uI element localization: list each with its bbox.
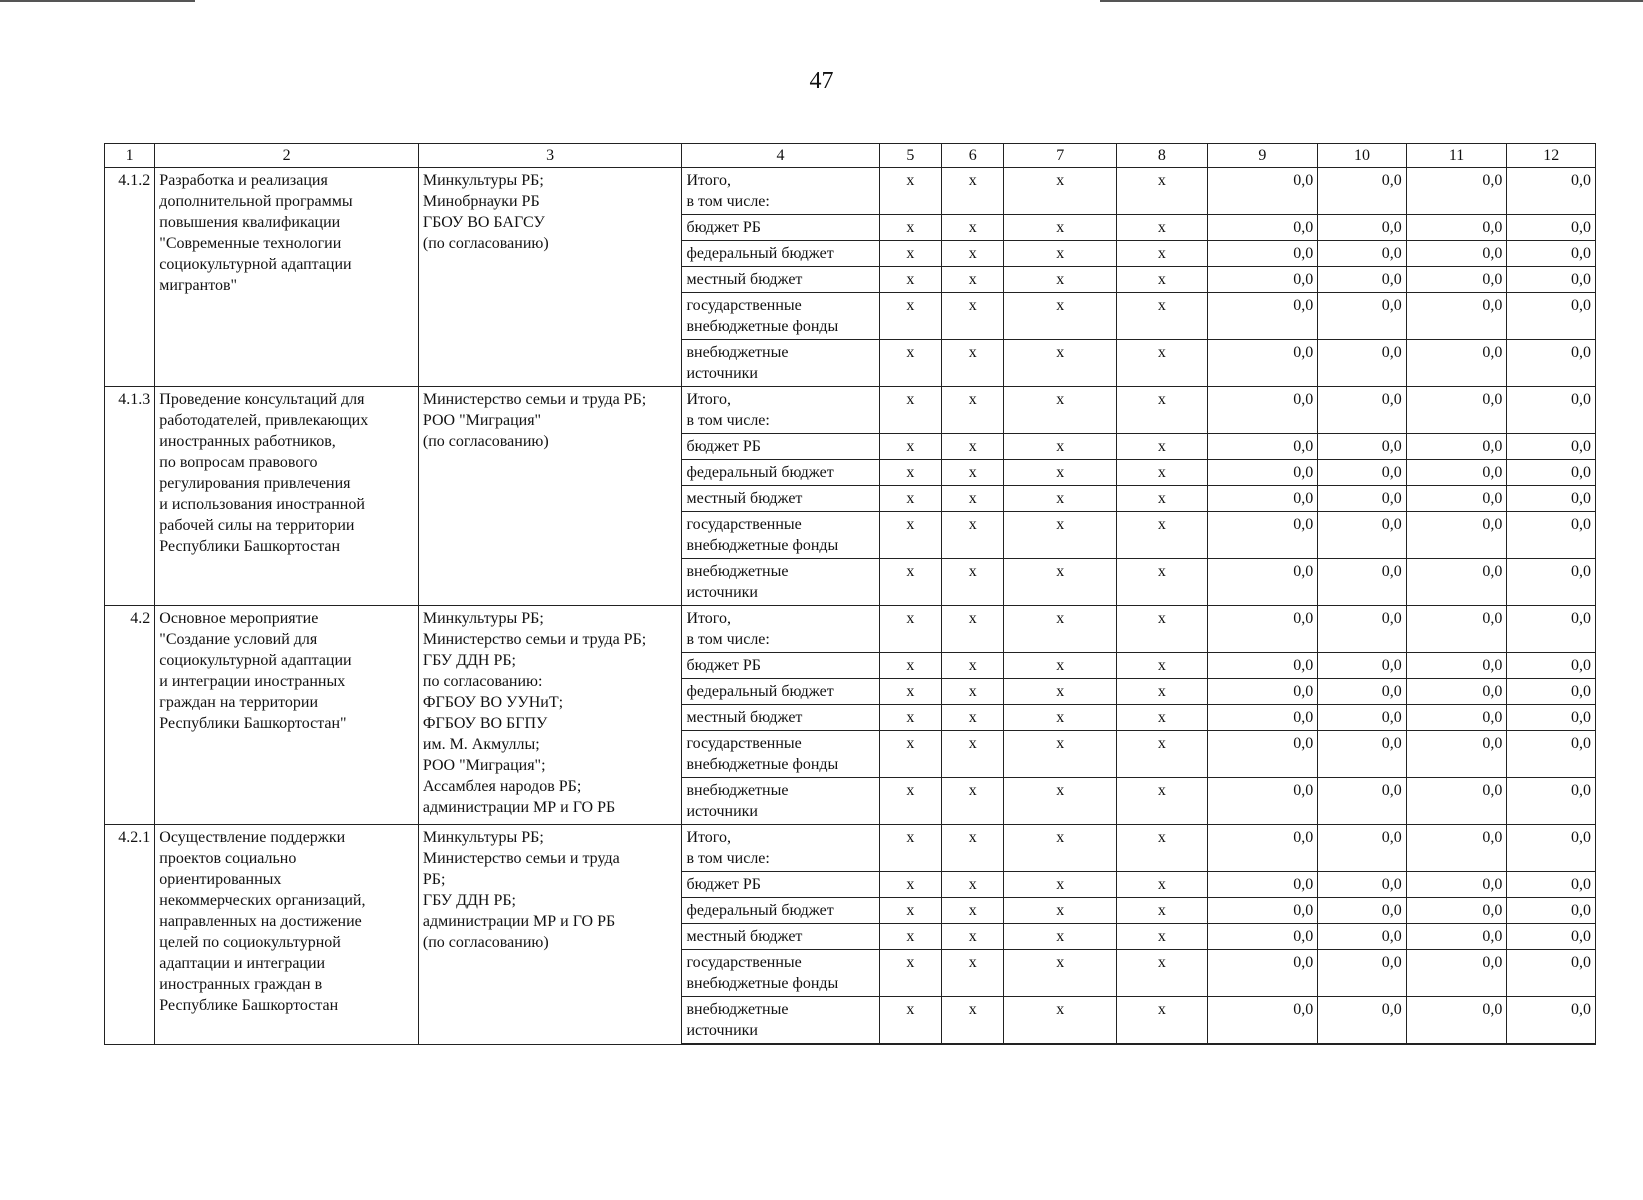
cell-amount: 0,0	[1406, 825, 1507, 872]
cell-marker: x	[1117, 293, 1208, 340]
cell-marker: x	[879, 559, 941, 606]
table-row	[105, 825, 1596, 872]
cell-marker: x	[1117, 215, 1208, 241]
cell-marker: x	[942, 950, 1004, 997]
cell-amount: 0,0	[1507, 559, 1596, 606]
cell-marker: x	[879, 653, 941, 679]
funding-source: бюджет РБ	[682, 215, 879, 241]
cell-marker: x	[942, 460, 1004, 486]
cell-marker: x	[1117, 168, 1208, 215]
cell-marker: x	[942, 653, 1004, 679]
cell-amount: 0,0	[1207, 559, 1318, 606]
cell-amount: 0,0	[1207, 950, 1318, 997]
cell-marker: x	[942, 267, 1004, 293]
cell-marker: x	[942, 168, 1004, 215]
cell-amount: 0,0	[1318, 293, 1407, 340]
cell-amount: 0,0	[1207, 997, 1318, 1045]
cell-marker: x	[1117, 559, 1208, 606]
cell-marker: x	[942, 705, 1004, 731]
cell-marker: x	[942, 825, 1004, 872]
column-number: 3	[418, 144, 682, 168]
cell-marker: x	[1117, 340, 1208, 387]
cell-amount: 0,0	[1406, 434, 1507, 460]
cell-marker: x	[879, 267, 941, 293]
funding-source: бюджет РБ	[682, 872, 879, 898]
column-number-header-row	[105, 144, 1596, 168]
cell-marker: x	[1004, 241, 1117, 267]
column-number: 2	[155, 144, 419, 168]
cell-marker: x	[1117, 997, 1208, 1045]
cell-amount: 0,0	[1507, 241, 1596, 267]
funding-source: Итого, в том числе:	[682, 168, 879, 215]
cell-amount: 0,0	[1207, 340, 1318, 387]
cell-marker: x	[1117, 924, 1208, 950]
table-row	[105, 387, 1596, 434]
cell-amount: 0,0	[1318, 825, 1407, 872]
cell-amount: 0,0	[1507, 679, 1596, 705]
cell-amount: 0,0	[1507, 653, 1596, 679]
cell-marker: x	[879, 872, 941, 898]
cell-marker: x	[879, 825, 941, 872]
cell-amount: 0,0	[1318, 559, 1407, 606]
cell-marker: x	[942, 924, 1004, 950]
cell-amount: 0,0	[1318, 924, 1407, 950]
cell-amount: 0,0	[1507, 950, 1596, 997]
cell-amount: 0,0	[1406, 168, 1507, 215]
item-code: 4.1.3	[105, 387, 155, 606]
cell-marker: x	[879, 898, 941, 924]
cell-amount: 0,0	[1207, 679, 1318, 705]
cell-amount: 0,0	[1406, 997, 1507, 1045]
column-number: 5	[879, 144, 941, 168]
cell-amount: 0,0	[1207, 387, 1318, 434]
cell-marker: x	[942, 434, 1004, 460]
cell-amount: 0,0	[1406, 950, 1507, 997]
cell-amount: 0,0	[1406, 778, 1507, 825]
column-number: 6	[942, 144, 1004, 168]
cell-marker: x	[1004, 705, 1117, 731]
cell-amount: 0,0	[1507, 168, 1596, 215]
cell-marker: x	[879, 606, 941, 653]
cell-amount: 0,0	[1207, 267, 1318, 293]
funding-source: федеральный бюджет	[682, 241, 879, 267]
cell-marker: x	[942, 340, 1004, 387]
cell-marker: x	[879, 340, 941, 387]
funding-source: государственные внебюджетные фонды	[682, 731, 879, 778]
cell-marker: x	[1004, 679, 1117, 705]
cell-amount: 0,0	[1318, 460, 1407, 486]
cell-marker: x	[1117, 705, 1208, 731]
funding-source: внебюджетные источники	[682, 778, 879, 825]
cell-amount: 0,0	[1406, 460, 1507, 486]
cell-marker: x	[1004, 460, 1117, 486]
cell-marker: x	[1004, 872, 1117, 898]
column-number: 8	[1117, 144, 1208, 168]
cell-amount: 0,0	[1406, 924, 1507, 950]
cell-marker: x	[1004, 898, 1117, 924]
cell-amount: 0,0	[1406, 705, 1507, 731]
cell-marker: x	[1004, 606, 1117, 653]
cell-marker: x	[1004, 950, 1117, 997]
cell-amount: 0,0	[1507, 387, 1596, 434]
cell-marker: x	[1004, 559, 1117, 606]
cell-amount: 0,0	[1318, 241, 1407, 267]
cell-marker: x	[942, 731, 1004, 778]
cell-marker: x	[1004, 434, 1117, 460]
cell-amount: 0,0	[1406, 340, 1507, 387]
cell-marker: x	[1117, 387, 1208, 434]
cell-marker: x	[879, 679, 941, 705]
funding-source: внебюджетные источники	[682, 559, 879, 606]
cell-amount: 0,0	[1207, 512, 1318, 559]
cell-amount: 0,0	[1507, 606, 1596, 653]
cell-amount: 0,0	[1207, 434, 1318, 460]
cell-marker: x	[879, 215, 941, 241]
cell-amount: 0,0	[1507, 705, 1596, 731]
cell-marker: x	[879, 512, 941, 559]
cell-amount: 0,0	[1207, 606, 1318, 653]
cell-amount: 0,0	[1406, 606, 1507, 653]
cell-amount: 0,0	[1406, 872, 1507, 898]
column-number: 9	[1207, 144, 1318, 168]
item-executors: Минкультуры РБ; Министерство семьи и труда РБ; ГБУ ДДН РБ; по согласованию: ФГБОУ ВО УУНиТ; ФГБОУ ВО БГПУ им. М. Акмуллы; РОО "Миграция"; Ассамблея народов РБ; администрации МР и ГО РБ	[418, 606, 682, 825]
cell-amount: 0,0	[1507, 215, 1596, 241]
cell-amount: 0,0	[1406, 898, 1507, 924]
cell-marker: x	[942, 606, 1004, 653]
cell-marker: x	[879, 705, 941, 731]
funding-source: государственные внебюджетные фонды	[682, 293, 879, 340]
funding-source: местный бюджет	[682, 705, 879, 731]
cell-marker: x	[1117, 606, 1208, 653]
cell-amount: 0,0	[1318, 997, 1407, 1045]
item-executors: Министерство семьи и труда РБ; РОО "Миграция" (по согласованию)	[418, 387, 682, 606]
cell-marker: x	[1004, 997, 1117, 1045]
funding-source: местный бюджет	[682, 486, 879, 512]
table-body	[105, 144, 1596, 1045]
cell-marker: x	[1117, 653, 1208, 679]
cell-amount: 0,0	[1318, 434, 1407, 460]
cell-amount: 0,0	[1207, 293, 1318, 340]
cell-amount: 0,0	[1207, 460, 1318, 486]
cell-marker: x	[879, 434, 941, 460]
table-row	[105, 606, 1596, 653]
item-description: Основное мероприятие "Создание условий для социокультурной адаптации и интеграции иностранных граждан на территории Республики Башкортостан"	[155, 606, 419, 825]
cell-marker: x	[1004, 653, 1117, 679]
cell-amount: 0,0	[1207, 705, 1318, 731]
cell-marker: x	[942, 241, 1004, 267]
cell-marker: x	[1117, 486, 1208, 512]
column-number: 1	[105, 144, 155, 168]
cell-amount: 0,0	[1207, 898, 1318, 924]
cell-amount: 0,0	[1507, 825, 1596, 872]
cell-marker: x	[1004, 267, 1117, 293]
cell-marker: x	[1004, 512, 1117, 559]
cell-amount: 0,0	[1406, 731, 1507, 778]
cell-amount: 0,0	[1207, 825, 1318, 872]
cell-marker: x	[879, 924, 941, 950]
cell-marker: x	[942, 997, 1004, 1045]
cell-marker: x	[879, 778, 941, 825]
cell-amount: 0,0	[1507, 872, 1596, 898]
cell-marker: x	[1004, 778, 1117, 825]
cell-marker: x	[1117, 950, 1208, 997]
item-description: Осуществление поддержки проектов социально ориентированных некоммерческих организаций, направленных на достижение целей по социокультурной адаптации и интеграции иностранных граждан в Республике Башкортостан	[155, 825, 419, 1045]
cell-amount: 0,0	[1318, 950, 1407, 997]
cell-amount: 0,0	[1318, 872, 1407, 898]
item-executors: Минкультуры РБ; Минобрнауки РБ ГБОУ ВО БАГСУ (по согласованию)	[418, 168, 682, 387]
cell-amount: 0,0	[1318, 387, 1407, 434]
scan-edge-rule-left	[0, 0, 195, 2]
cell-amount: 0,0	[1318, 606, 1407, 653]
column-number: 12	[1507, 144, 1596, 168]
cell-marker: x	[1117, 460, 1208, 486]
funding-source: государственные внебюджетные фонды	[682, 950, 879, 997]
cell-amount: 0,0	[1507, 267, 1596, 293]
cell-marker: x	[1117, 434, 1208, 460]
cell-marker: x	[1117, 512, 1208, 559]
funding-source: Итого, в том числе:	[682, 825, 879, 872]
cell-amount: 0,0	[1207, 731, 1318, 778]
cell-amount: 0,0	[1507, 460, 1596, 486]
column-number: 7	[1004, 144, 1117, 168]
cell-marker: x	[1004, 825, 1117, 872]
cell-amount: 0,0	[1318, 215, 1407, 241]
cell-marker: x	[942, 872, 1004, 898]
cell-marker: x	[1117, 241, 1208, 267]
cell-amount: 0,0	[1406, 679, 1507, 705]
cell-amount: 0,0	[1207, 168, 1318, 215]
cell-marker: x	[879, 387, 941, 434]
cell-amount: 0,0	[1507, 778, 1596, 825]
funding-source: Итого, в том числе:	[682, 387, 879, 434]
cell-amount: 0,0	[1406, 559, 1507, 606]
cell-marker: x	[879, 486, 941, 512]
cell-marker: x	[942, 486, 1004, 512]
funding-source: федеральный бюджет	[682, 460, 879, 486]
item-code: 4.2.1	[105, 825, 155, 1045]
cell-amount: 0,0	[1507, 924, 1596, 950]
cell-amount: 0,0	[1406, 293, 1507, 340]
cell-marker: x	[1117, 778, 1208, 825]
item-code: 4.1.2	[105, 168, 155, 387]
cell-marker: x	[1117, 825, 1208, 872]
column-number: 11	[1406, 144, 1507, 168]
funding-source: Итого, в том числе:	[682, 606, 879, 653]
item-executors: Минкультуры РБ; Министерство семьи и труда РБ; ГБУ ДДН РБ; администрации МР и ГО РБ (по согласованию)	[418, 825, 682, 1045]
column-number: 10	[1318, 144, 1407, 168]
cell-marker: x	[1004, 924, 1117, 950]
funding-source: местный бюджет	[682, 924, 879, 950]
cell-amount: 0,0	[1207, 653, 1318, 679]
cell-marker: x	[1004, 215, 1117, 241]
funding-source: местный бюджет	[682, 267, 879, 293]
scan-edge-rule-right	[1100, 0, 1643, 2]
funding-source: бюджет РБ	[682, 434, 879, 460]
cell-amount: 0,0	[1318, 679, 1407, 705]
cell-marker: x	[942, 778, 1004, 825]
cell-amount: 0,0	[1207, 486, 1318, 512]
cell-amount: 0,0	[1406, 241, 1507, 267]
cell-amount: 0,0	[1318, 731, 1407, 778]
cell-amount: 0,0	[1406, 387, 1507, 434]
cell-amount: 0,0	[1406, 267, 1507, 293]
cell-marker: x	[1117, 679, 1208, 705]
cell-marker: x	[879, 460, 941, 486]
cell-amount: 0,0	[1406, 215, 1507, 241]
cell-amount: 0,0	[1207, 778, 1318, 825]
cell-amount: 0,0	[1318, 512, 1407, 559]
funding-source: внебюджетные источники	[682, 340, 879, 387]
cell-amount: 0,0	[1406, 512, 1507, 559]
cell-marker: x	[942, 387, 1004, 434]
page-number: 47	[809, 68, 834, 94]
cell-marker: x	[1004, 731, 1117, 778]
column-number: 4	[682, 144, 879, 168]
cell-marker: x	[879, 241, 941, 267]
cell-marker: x	[1004, 486, 1117, 512]
cell-amount: 0,0	[1318, 168, 1407, 215]
cell-marker: x	[1004, 387, 1117, 434]
cell-marker: x	[942, 215, 1004, 241]
cell-amount: 0,0	[1318, 486, 1407, 512]
cell-amount: 0,0	[1507, 486, 1596, 512]
item-code: 4.2	[105, 606, 155, 825]
cell-amount: 0,0	[1507, 512, 1596, 559]
cell-amount: 0,0	[1207, 215, 1318, 241]
funding-source: федеральный бюджет	[682, 898, 879, 924]
table-row	[105, 168, 1596, 215]
cell-marker: x	[1117, 872, 1208, 898]
cell-marker: x	[879, 293, 941, 340]
cell-amount: 0,0	[1318, 267, 1407, 293]
cell-marker: x	[942, 293, 1004, 340]
cell-amount: 0,0	[1507, 293, 1596, 340]
cell-marker: x	[1117, 731, 1208, 778]
cell-amount: 0,0	[1318, 340, 1407, 387]
funding-source: государственные внебюджетные фонды	[682, 512, 879, 559]
cell-marker: x	[879, 731, 941, 778]
cell-amount: 0,0	[1318, 653, 1407, 679]
cell-amount: 0,0	[1507, 340, 1596, 387]
cell-marker: x	[1117, 267, 1208, 293]
cell-marker: x	[942, 679, 1004, 705]
cell-amount: 0,0	[1406, 486, 1507, 512]
cell-marker: x	[879, 168, 941, 215]
funding-source: бюджет РБ	[682, 653, 879, 679]
cell-amount: 0,0	[1207, 872, 1318, 898]
cell-marker: x	[1004, 168, 1117, 215]
cell-amount: 0,0	[1406, 653, 1507, 679]
cell-marker: x	[942, 512, 1004, 559]
cell-marker: x	[1004, 340, 1117, 387]
cell-marker: x	[879, 950, 941, 997]
funding-source: федеральный бюджет	[682, 679, 879, 705]
cell-amount: 0,0	[1507, 997, 1596, 1045]
item-description: Проведение консультаций для работодателей, привлекающих иностранных работников, по вопросам правового регулирования привлечения и использования иностранной рабочей силы на территории Республики Башкортостан	[155, 387, 419, 606]
cell-amount: 0,0	[1507, 898, 1596, 924]
cell-amount: 0,0	[1318, 705, 1407, 731]
cell-marker: x	[942, 898, 1004, 924]
cell-amount: 0,0	[1207, 241, 1318, 267]
cell-marker: x	[1004, 293, 1117, 340]
cell-amount: 0,0	[1507, 434, 1596, 460]
funding-source: внебюджетные источники	[682, 997, 879, 1045]
cell-marker: x	[1117, 898, 1208, 924]
cell-amount: 0,0	[1318, 898, 1407, 924]
cell-amount: 0,0	[1207, 924, 1318, 950]
cell-amount: 0,0	[1507, 731, 1596, 778]
cell-marker: x	[942, 559, 1004, 606]
cell-amount: 0,0	[1318, 778, 1407, 825]
cell-marker: x	[879, 997, 941, 1045]
item-description: Разработка и реализация дополнительной программы повышения квалификации "Современные технологии социокультурной адаптации мигрантов"	[155, 168, 419, 387]
budget-table	[104, 143, 1596, 1045]
